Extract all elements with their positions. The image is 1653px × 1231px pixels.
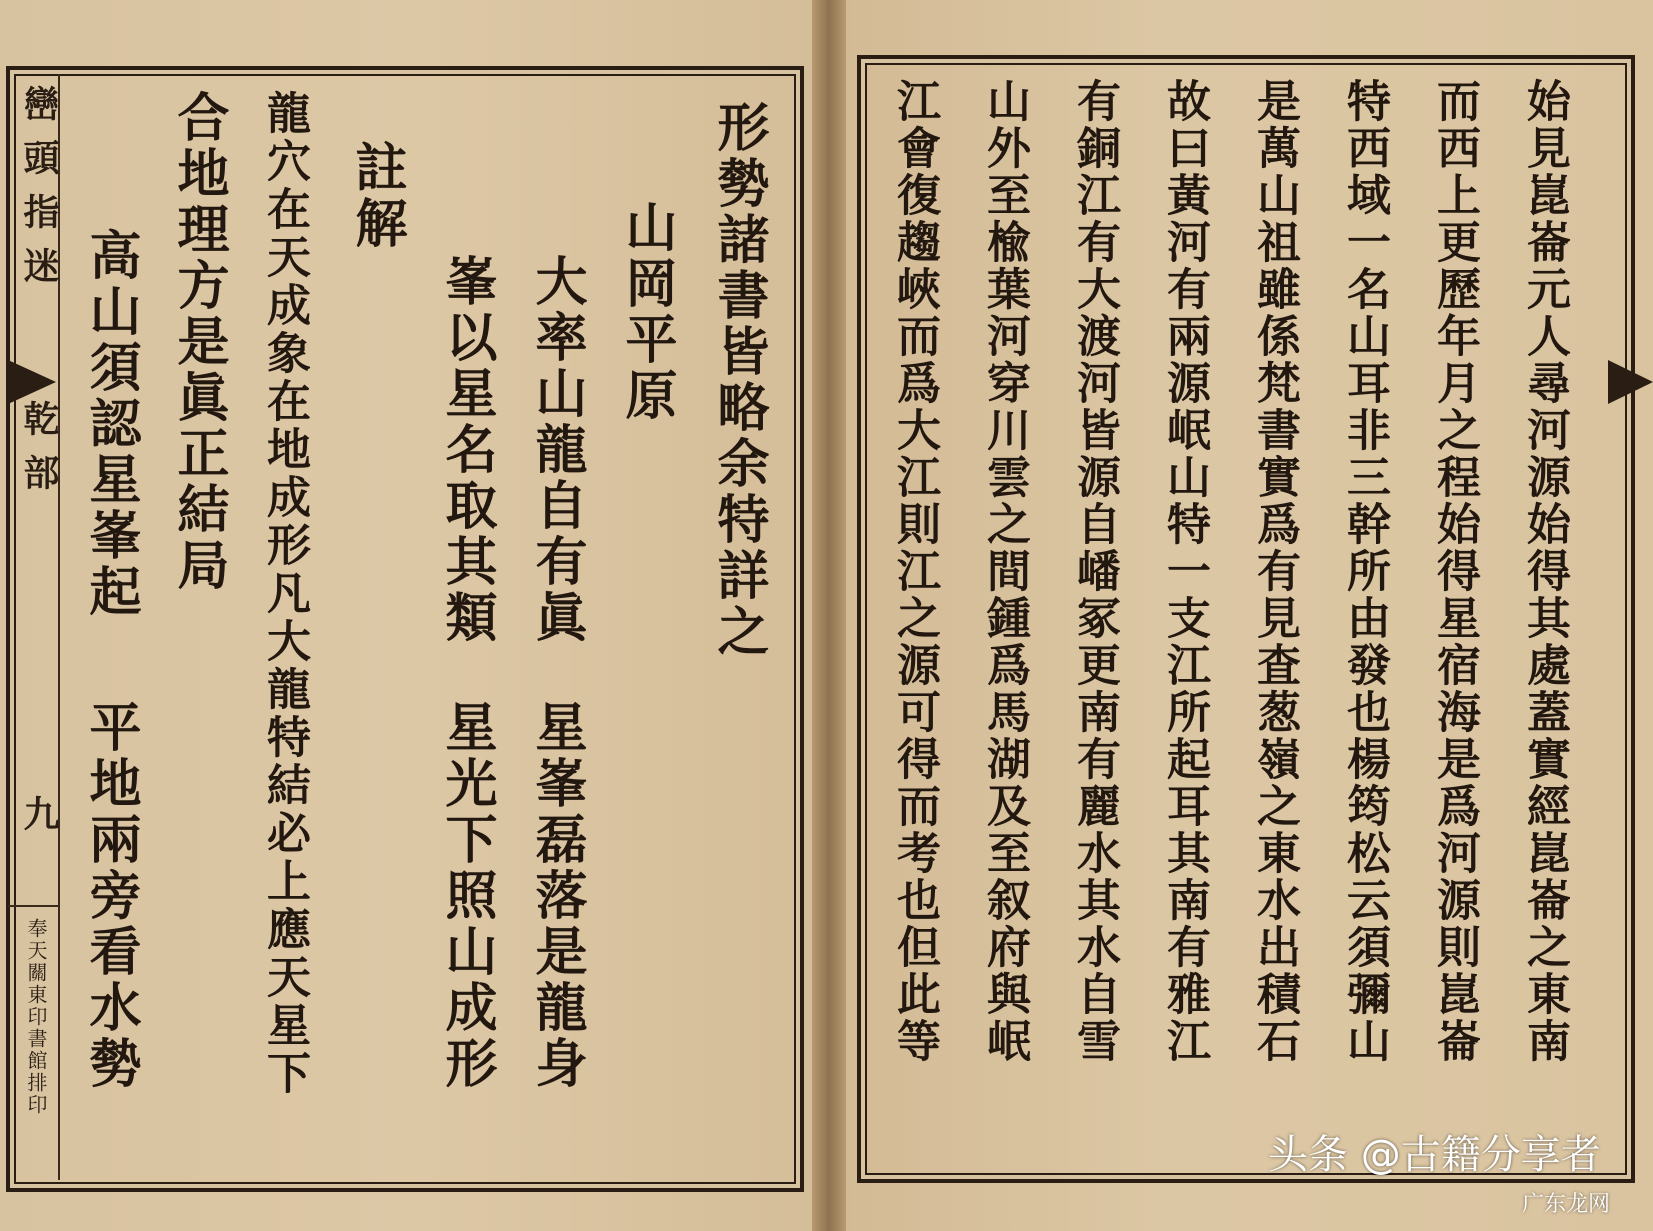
page-number: 九: [18, 795, 60, 849]
watermark-text: 头条 @古籍分享者: [1268, 1132, 1601, 1178]
right-col-4: 是萬山祖雖係梵書實爲有見査葱嶺之東水出積石: [1249, 78, 1300, 1065]
annotation-heading: 註解: [346, 140, 407, 252]
right-col-8: 江會復趨峽而爲大江則江之源可得而考也但此等: [889, 78, 940, 1065]
fishtail-mark-left: [8, 360, 56, 404]
book-gutter: [812, 0, 846, 1231]
fishtail-mark-right: [1608, 360, 1653, 404]
left-col-10: 高山須認星峯起: [80, 228, 141, 620]
left-col-2: 山岡平原: [616, 200, 677, 424]
left-col-4: 星峯磊落是龍身: [526, 700, 587, 1092]
right-col-2: 而西上更歷年月之程始得星宿海是爲河源則崑崙: [1429, 78, 1480, 1065]
right-col-1: 始見崑崙元人尋河源始得其處蓋實經崑崙之東南: [1519, 78, 1570, 1065]
left-col-5: 峯以星名取其類: [436, 254, 497, 646]
left-col-6: 星光下照山成形: [436, 700, 497, 1092]
section-name: 乾部: [18, 400, 60, 508]
right-col-3: 特西域一名山耳非三幹所由發也楊筠松云須彌山: [1339, 78, 1390, 1065]
left-col-1: 形勢諸書皆略余特詳之: [708, 100, 769, 660]
left-col-9: 合地理方是眞正結局: [168, 90, 229, 594]
publisher-divider: [8, 905, 58, 907]
book-title: 巒頭指迷: [18, 85, 60, 301]
publisher-imprint: 奉天關東印書館排印: [24, 918, 48, 1116]
left-col-3: 大率山龍自有眞: [526, 254, 587, 646]
watermark-subtext: 广东龙网: [1522, 1192, 1611, 1217]
left-col-8: 龍穴在天成象在地成形凡大龍特結必上應天星下: [259, 90, 310, 1098]
right-col-7: 山外至楡葉河穿川雲之間鍾爲馬湖及至叙府與岷: [979, 78, 1030, 1065]
right-col-6: 有銅江有大渡河皆源自嶓冢更南有麗水其水自雪: [1069, 78, 1120, 1065]
right-col-5: 故曰黃河有兩源岷山特一支江所起耳其南有雅江: [1159, 78, 1210, 1065]
left-col-11: 平地兩旁看水勢: [80, 700, 141, 1092]
